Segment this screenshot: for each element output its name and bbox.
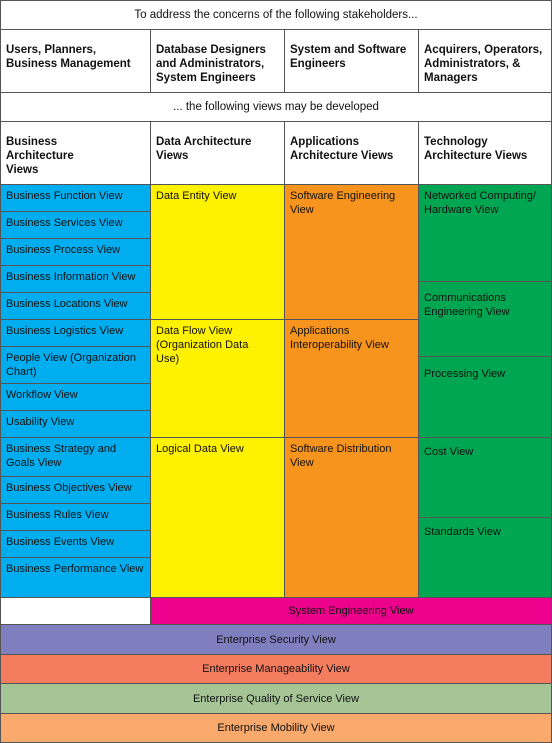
software-distribution-view-label: Software Distribution View	[290, 443, 392, 469]
technology-architecture-header	[418, 121, 552, 185]
business-process-view	[0, 238, 151, 266]
data-architecture-header-label: Data Architecture Views	[156, 136, 252, 162]
business-logistics-view-label: Business Logistics View	[6, 325, 124, 337]
software-distribution-view	[284, 437, 419, 598]
data-flow-view	[150, 319, 285, 438]
data-architecture-header	[150, 121, 285, 185]
standards-view	[418, 517, 552, 598]
stakeholder-database-designers	[150, 29, 285, 93]
applications-architecture-header	[284, 121, 419, 185]
stakeholder-users	[0, 29, 151, 93]
applications-architecture-header-label: Applications Architecture Views	[290, 136, 394, 162]
applications-interoperability-view	[284, 319, 419, 438]
enterprise-mobility-view-label: Enterprise Mobility View	[217, 722, 335, 734]
business-events-view-label: Business Events View	[6, 536, 115, 548]
business-services-view	[0, 211, 151, 239]
business-function-view-label: Business Function View	[6, 190, 123, 202]
business-performance-view-label: Business Performance View	[6, 563, 144, 575]
processing-view	[418, 356, 552, 438]
stakeholders-intro-banner	[0, 0, 552, 30]
cost-view-label: Cost View	[424, 446, 474, 458]
enterprise-mobility-view	[0, 713, 552, 743]
people-view	[0, 346, 151, 384]
stakeholder-acquirers-label: Acquirers, Operators, Administrators, & Managers	[424, 44, 543, 84]
business-events-view	[0, 530, 151, 558]
logical-data-view-label: Logical Data View	[156, 443, 244, 455]
business-architecture-header	[0, 121, 151, 185]
system-engineering-view	[150, 597, 552, 625]
business-performance-view	[0, 557, 151, 598]
cost-view	[418, 437, 552, 518]
enterprise-security-view-label: Enterprise Security View	[216, 633, 336, 646]
workflow-view-label: Workflow View	[6, 389, 78, 401]
enterprise-security-view	[0, 624, 552, 655]
logical-data-view	[150, 437, 285, 598]
views-intro-text: ... the following views may be developed	[173, 101, 379, 113]
stakeholder-acquirers	[418, 29, 552, 93]
stakeholder-system-engineers	[284, 29, 419, 93]
applications-interoperability-view-label: Applications Interoperability View	[290, 325, 389, 351]
business-objectives-view-label: Business Objectives View	[6, 482, 132, 494]
standards-view-label: Standards View	[424, 526, 501, 538]
data-entity-view	[150, 184, 285, 320]
business-rules-view-label: Business Rules View	[6, 509, 109, 521]
enterprise-quality-of-service-view	[0, 683, 552, 714]
enterprise-manageability-view	[0, 654, 552, 684]
business-services-view-label: Business Services View	[6, 217, 123, 229]
software-engineering-view	[284, 184, 419, 320]
enterprise-manageability-view-label: Enterprise Manageability View	[202, 663, 350, 675]
data-entity-view-label: Data Entity View	[156, 190, 237, 202]
networked-computing-view-label: Networked Computing/ Hardware View	[424, 190, 536, 216]
business-process-view-label: Business Process View	[6, 244, 121, 256]
usability-view	[0, 410, 151, 438]
business-function-view	[0, 184, 151, 212]
business-rules-view	[0, 503, 151, 531]
stakeholder-database-designers-label: Database Designers and Administrators, System Engineers	[156, 44, 266, 84]
business-strategy-goals-view-label: Business Strategy and Goals View	[6, 443, 117, 469]
business-information-view	[0, 265, 151, 293]
blank-cell	[0, 597, 151, 625]
communications-engineering-view	[418, 281, 552, 357]
stakeholder-users-label: Users, Planners, Business Management	[6, 44, 131, 70]
data-flow-view-label: Data Flow View (Organization Data Use)	[156, 325, 249, 365]
communications-engineering-view-label: Communications Engineering View	[424, 292, 510, 318]
views-intro-banner	[0, 92, 552, 122]
business-locations-view	[0, 292, 151, 320]
technology-architecture-header-label: Technology Architecture Views	[424, 136, 528, 162]
business-objectives-view	[0, 476, 151, 504]
business-strategy-goals-view	[0, 437, 151, 477]
system-engineering-view-label: System Engineering View	[288, 605, 414, 617]
software-engineering-view-label: Software Engineering View	[290, 190, 396, 216]
business-information-view-label: Business Information View	[6, 271, 136, 283]
usability-view-label: Usability View	[6, 416, 75, 428]
enterprise-quality-of-service-view-label: Enterprise Quality of Service View	[192, 692, 360, 705]
stakeholder-system-engineers-label: System and Software Engineers	[290, 44, 407, 70]
networked-computing-view	[418, 184, 552, 282]
stakeholders-intro-text: To address the concerns of the following stakeholders...	[134, 9, 418, 21]
business-architecture-header-label: Business Architecture Views	[6, 136, 74, 176]
business-locations-view-label: Business Locations View	[6, 298, 128, 310]
business-logistics-view	[0, 319, 151, 347]
processing-view-label: Processing View	[424, 368, 506, 380]
workflow-view	[0, 383, 151, 411]
people-view-label: People View (Organization Chart)	[6, 352, 137, 378]
